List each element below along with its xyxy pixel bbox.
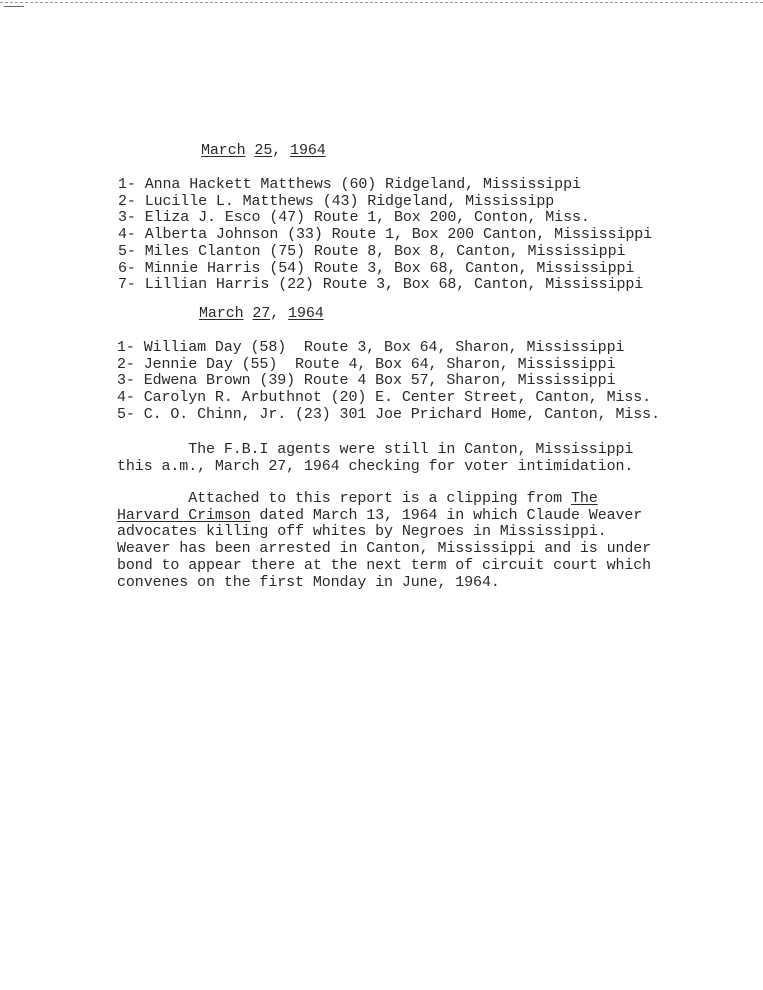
section2-heading: March 27, 1964 (199, 305, 324, 322)
heading-month: March (199, 305, 244, 322)
list-item: 4- Carolyn R. Arbuthnot (20) E. Center Street, Canton, Miss. (117, 389, 652, 407)
list-item: 1- Anna Hackett Matthews (60) Ridgeland, Mississippi (118, 176, 581, 193)
list-item: 4- Alberta Johnson (33) Route 1, Box 200 Canton, Mississippi (118, 226, 653, 244)
paragraph-line: bond to appear there at the next term of circuit court which (117, 556, 652, 574)
paragraph-line: this a.m., March 27, 1964 checking for voter intimidation. (117, 457, 634, 475)
heading-month: March (201, 142, 246, 159)
list-item: 5- Miles Clanton (75) Route 8, Box 8, Canton, Mississippi (118, 242, 626, 260)
scan-mark (4, 6, 24, 7)
list-item: 3- Edwena Brown (39) Route 4 Box 57, Sharon, Mississippi (117, 372, 616, 390)
list-item: 2- Lucille L. Matthews (43) Ridgeland, Mississipp (118, 192, 555, 210)
list-item: 3- Eliza J. Esco (47) Route 1, Box 200, Conton, Miss. (118, 209, 590, 227)
list-item: 6- Minnie Harris (54) Route 3, Box 68, Canton, Mississippi (118, 259, 635, 277)
list-item: 5- C. O. Chinn, Jr. (23) 301 Joe Prichard Home, Canton, Miss. (117, 405, 660, 423)
heading-day: 25 (254, 142, 273, 159)
paragraph-line: Weaver has been arrested in Canton, Mississippi and is under (117, 540, 652, 558)
paragraph-line: The F.B.I agents were still in Canton, Mississippi (117, 441, 634, 458)
paragraph-line: convenes on the first Monday in June, 1964. (117, 573, 500, 591)
text: Attached to this report is a clipping from (117, 490, 571, 507)
list-item: 2- Jennie Day (55) Route 4, Box 64, Sharon, Mississippi (117, 355, 616, 373)
text: dated March 13, 1964 in which Claude Weaver (250, 506, 643, 524)
scan-top-edge (0, 2, 763, 3)
list-item: 7- Lillian Harris (22) Route 3, Box 68, Canton, Mississippi (118, 276, 644, 294)
heading-day: 27 (252, 305, 271, 322)
list-item: 1- William Day (58) Route 3, Box 64, Sharon, Mississippi (117, 339, 625, 356)
heading-year: 1964 (288, 305, 324, 322)
paragraph-line (117, 491, 598, 508)
publication-title: Harvard Crimson (117, 506, 251, 524)
heading-year: 1964 (290, 142, 326, 159)
paragraph-line (117, 508, 642, 525)
paragraph-line: advocates killing off whites by Negroes in Mississippi. (117, 523, 607, 541)
publication-title-the: The (570, 490, 598, 507)
section1-heading: March 25, 1964 (201, 142, 326, 159)
